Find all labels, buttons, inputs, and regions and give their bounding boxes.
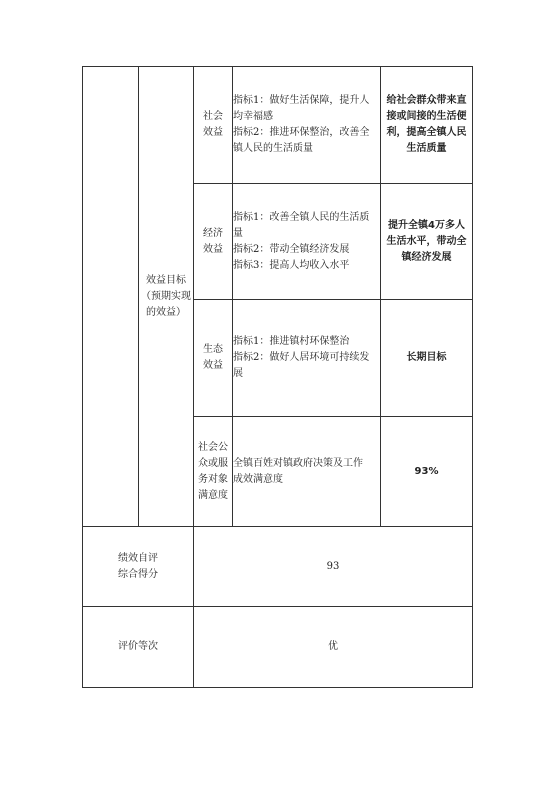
benefit-label-line: 效益目标 [146, 274, 186, 286]
indicator-line: 指标2：做好人居环境可持续发 [233, 352, 370, 363]
indicator-cell [233, 300, 381, 417]
target-line: 93% [414, 465, 439, 477]
indicator-line: 展 [233, 368, 243, 379]
self-score-row [83, 527, 473, 607]
category-line: 生态 [203, 344, 223, 355]
grade-value: 优 [194, 607, 473, 688]
self-score-label-line: 综合得分 [118, 568, 158, 580]
category-cell [194, 67, 233, 184]
indicator-line: 镇人民的生活质量 [233, 143, 313, 154]
category-line: 效益 [203, 243, 223, 255]
category-line: 经济 [203, 227, 223, 239]
category-line: 社会 [203, 111, 223, 122]
target-cell [381, 300, 473, 417]
target-line: 提升全镇4万多人 [388, 219, 465, 231]
self-score-label-line: 绩效自评 [118, 552, 158, 564]
indicator-line: 全镇百姓对镇政府决策及工作 [233, 457, 363, 469]
indicator-line: 指标2：带动全镇经济发展 [233, 243, 350, 255]
indicator-line: 指标1：做好生活保障，提升人 [233, 95, 370, 106]
indicator-line: 指标3：提高人均收入水平 [233, 259, 350, 271]
target-line: 生活水平，带动全 [386, 235, 467, 247]
category-cell [194, 300, 233, 417]
target-cell [381, 417, 473, 527]
category-line: 满意度 [198, 489, 228, 501]
target-cell [381, 184, 473, 300]
benefit-row-social [83, 67, 473, 184]
benefit-target-label-cell [139, 67, 194, 527]
indicator-cell [233, 417, 381, 527]
category-cell [194, 417, 233, 527]
evaluation-table [82, 66, 473, 688]
target-line: 利，提高全镇人民 [386, 127, 467, 138]
category-line: 效益 [203, 360, 223, 371]
benefit-label-line: （预期实现 [141, 290, 191, 302]
indicator-line: 量 [233, 227, 243, 239]
grade-row [83, 607, 473, 688]
target-line: 长期目标 [406, 352, 447, 363]
target-line: 给社会群众带来直 [386, 95, 467, 106]
target-line: 生活质量 [406, 143, 447, 154]
category-line: 社会公 [198, 441, 228, 453]
target-line: 镇经济发展 [401, 251, 452, 263]
grade-label: 评价等次 [83, 607, 194, 688]
self-score-label-cell [83, 527, 194, 607]
indicator-line: 成效满意度 [233, 473, 283, 485]
indicator-line: 均幸福感 [233, 111, 273, 122]
target-cell [381, 67, 473, 184]
category-line: 务对象 [198, 473, 228, 485]
category-cell [194, 184, 233, 300]
indicator-cell [233, 184, 381, 300]
benefit-label-line: 的效益） [146, 306, 186, 318]
indicator-line: 指标1：改善全镇人民的生活质 [233, 211, 370, 223]
indicator-line: 指标2：推进环保整治，改善全 [233, 127, 370, 138]
target-line: 接或间接的生活便 [386, 111, 467, 122]
indicator-cell [233, 67, 381, 184]
category-line: 众或服 [198, 457, 228, 469]
category-line: 效益 [203, 127, 223, 138]
blank-first-column-cell [83, 67, 139, 527]
self-score-value: 93 [194, 527, 473, 607]
indicator-line: 指标1：推进镇村环保整治 [233, 336, 350, 347]
